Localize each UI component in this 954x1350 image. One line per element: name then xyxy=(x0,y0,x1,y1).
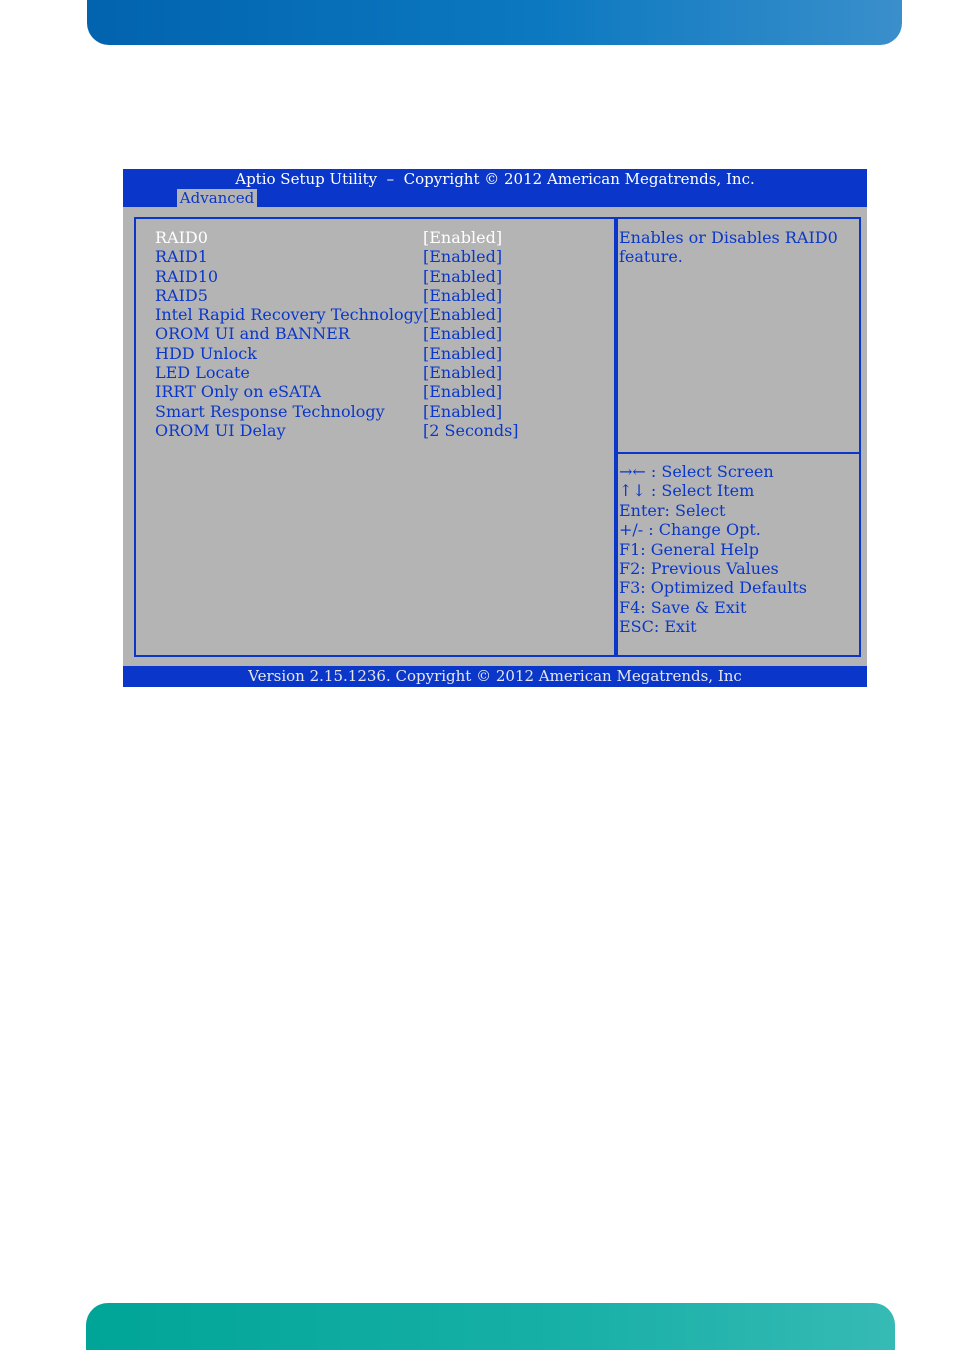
setting-label: RAID1 xyxy=(155,247,208,267)
bios-title: Aptio Setup Utility – Copyright © 2012 American Megatrends, Inc. xyxy=(235,170,755,188)
setting-value[interactable]: [Enabled] xyxy=(423,363,503,383)
bios-setup-screen xyxy=(123,169,867,687)
key-enter-select: Enter: Select xyxy=(619,500,726,520)
setting-label: OROM UI and BANNER xyxy=(155,324,350,344)
setting-row-orom-ui-delay[interactable] xyxy=(155,421,595,440)
key-change-option: +/- : Change Opt. xyxy=(619,520,761,540)
setting-value[interactable]: [Enabled] xyxy=(423,228,503,247)
setting-value[interactable]: [Enabled] xyxy=(423,324,503,344)
setting-value[interactable]: [Enabled] xyxy=(423,343,503,363)
help-text: Enables or Disables RAID0 feature. xyxy=(619,228,838,266)
setting-value[interactable]: [Enabled] xyxy=(423,382,503,402)
setting-row-led-locate[interactable] xyxy=(155,363,595,382)
key-optimized-defaults: F3: Optimized Defaults xyxy=(619,578,807,598)
bottom-decorative-band xyxy=(86,1303,895,1350)
setting-row-raid10[interactable] xyxy=(155,267,595,286)
top-decorative-band xyxy=(87,0,902,45)
setting-label: LED Locate xyxy=(155,363,250,383)
setting-row-irrt-esata[interactable] xyxy=(155,382,595,401)
key-previous-values: F2: Previous Values xyxy=(619,559,779,579)
setting-label: RAID5 xyxy=(155,285,208,305)
setting-value[interactable]: [Enabled] xyxy=(423,401,503,421)
key-save-exit: F4: Save & Exit xyxy=(619,597,747,617)
bios-header xyxy=(123,169,867,207)
setting-row-raid5[interactable] xyxy=(155,286,595,305)
bios-footer: Version 2.15.1236. Copyright © 2012 American Megatrends, Inc xyxy=(123,666,867,687)
setting-row-raid0[interactable] xyxy=(155,228,595,247)
setting-value[interactable]: [Enabled] xyxy=(423,247,503,267)
settings-panel xyxy=(134,217,616,657)
key-select-screen: →← : Select Screen xyxy=(619,462,774,481)
key-legend-panel xyxy=(616,452,861,657)
key-general-help: F1: General Help xyxy=(619,539,759,559)
setting-label: IRRT Only on eSATA xyxy=(155,382,322,402)
setting-value[interactable]: [2 Seconds] xyxy=(423,420,519,440)
setting-value[interactable]: [Enabled] xyxy=(423,305,503,325)
setting-label: Smart Response Technology xyxy=(155,401,385,421)
setting-label: RAID10 xyxy=(155,266,219,286)
setting-label: RAID0 xyxy=(155,228,208,247)
setting-row-smart-response[interactable] xyxy=(155,402,595,421)
key-select-item: ↑↓ : Select Item xyxy=(619,481,755,501)
setting-value[interactable]: [Enabled] xyxy=(423,285,503,305)
key-escape-exit: ESC: Exit xyxy=(619,617,697,637)
settings-list xyxy=(155,228,595,440)
setting-label: Intel Rapid Recovery Technology xyxy=(155,305,423,325)
setting-row-orom-ui-banner[interactable] xyxy=(155,324,595,343)
help-panel xyxy=(616,217,861,454)
setting-label: OROM UI Delay xyxy=(155,420,286,440)
setting-row-raid1[interactable] xyxy=(155,247,595,266)
key-legend-list xyxy=(619,462,807,637)
setting-row-hdd-unlock[interactable] xyxy=(155,344,595,363)
setting-row-intel-rapid-recovery[interactable] xyxy=(155,305,595,324)
setting-label: HDD Unlock xyxy=(155,343,257,363)
tab-advanced[interactable]: Advanced xyxy=(177,189,257,207)
setting-value[interactable]: [Enabled] xyxy=(423,266,503,286)
